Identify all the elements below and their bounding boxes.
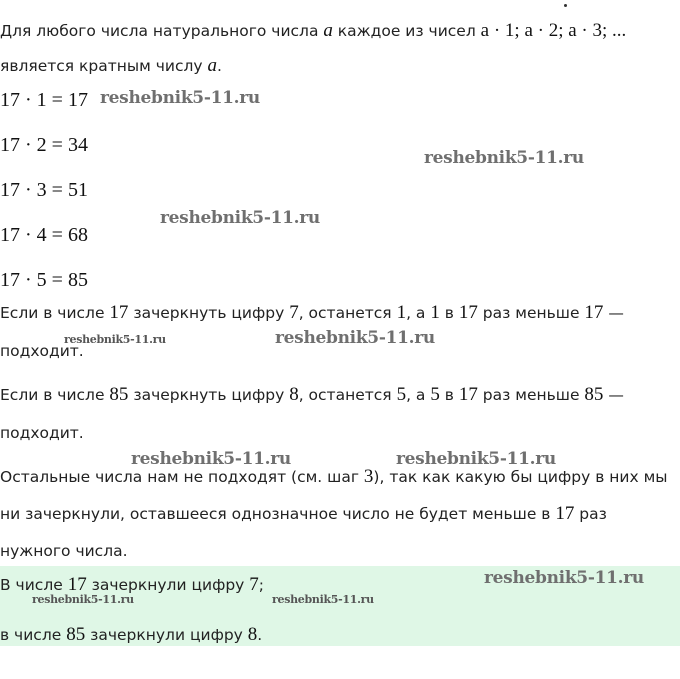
answer-num: 85 [66,624,86,645]
para1-line-1 [0,302,624,324]
answer-text: зачеркнули цифру [85,626,248,644]
para3-num: 17 [555,503,575,524]
answer-text: В числе [0,576,68,594]
answer-line-2 [0,624,262,646]
para1-text: раз меньше [477,304,585,322]
para2-num: 5 [430,384,440,405]
para2-num: 5 [396,384,407,405]
intro-period: . [217,57,222,75]
intro-line-1 [0,20,626,42]
equation-4: 17 · 4 = 68 [0,224,88,246]
para2-num: 17 [458,384,478,405]
answer-num: 8 [247,624,258,645]
para3-num: 3 [363,466,374,487]
para2-text: раз меньше [477,386,585,404]
stray-dot [564,4,567,7]
watermark: reshebnik5-11.ru [484,568,644,588]
equation-1: 17 · 1 = 17 [0,89,88,111]
watermark: reshebnik5-11.ru [396,449,556,469]
answer-num: 17 [67,574,87,595]
intro-text: Для любого числа натурального числа [0,22,324,40]
para2-line-1 [0,384,624,406]
para1-text: в [439,304,459,322]
products-list: a · 1; a · 2; a · 3; ... [480,20,627,41]
answer-text: . [257,626,263,644]
para1-num: 17 [458,302,478,323]
answer-text: в числе [0,626,67,644]
para2-num: 85 [109,384,129,405]
watermark: reshebnik5-11.ru [100,88,260,108]
watermark: reshebnik5-11.ru [32,593,134,606]
para3-text: ), так как какую бы цифру в них мы [373,468,668,486]
para1-text: — [603,304,624,322]
para2-text: , а [406,386,431,404]
para1-num: 17 [584,302,604,323]
intro-line-2 [0,55,222,77]
para1-text: , а [406,304,431,322]
para3-text: Остальные числа нам не подходят (см. шаг [0,468,364,486]
para3-text: ни зачеркнули, оставшееся однозначное число не будет меньше в [0,505,556,523]
answer-text: ; [258,576,265,594]
para1-text: зачеркнуть цифру [128,304,290,322]
answer-text: зачеркнули цифру [86,576,250,594]
para3-line-3: нужного числа. [0,542,128,560]
para1-text: , останется [298,304,397,322]
var-a-2: a [207,55,218,76]
para2-text: зачеркнуть цифру [128,386,290,404]
answer-num: 7 [249,574,259,595]
intro-text-2: каждое из чисел [332,22,481,40]
para3-line-2 [0,503,607,525]
para1-num: 1 [396,302,407,323]
para3-line-1 [0,466,668,488]
para1-num: 7 [289,302,299,323]
var-a: a [323,20,333,41]
para2-text: , останется [298,386,397,404]
equation-5: 17 · 5 = 85 [0,269,88,291]
equation-2: 17 · 2 = 34 [0,134,88,156]
para2-text: Если в числе [0,386,110,404]
para2-num: 8 [289,384,299,405]
para2-text: — [603,386,624,404]
para1-num: 17 [109,302,129,323]
equation-3: 17 · 3 = 51 [0,179,88,201]
para1-line-2: подходит. [0,342,84,360]
watermark: reshebnik5-11.ru [64,333,166,346]
watermark: reshebnik5-11.ru [160,208,320,228]
watermark: reshebnik5-11.ru [272,593,374,606]
watermark: reshebnik5-11.ru [424,148,584,168]
para2-num: 85 [584,384,604,405]
intro-line2-text: является кратным числу [0,57,208,75]
para1-num: 1 [430,302,440,323]
para3-text: раз [574,505,607,523]
watermark: reshebnik5-11.ru [131,449,291,469]
para1-text: Если в числе [0,304,110,322]
para2-line-2: подходит. [0,424,84,442]
para2-text: в [439,386,459,404]
watermark: reshebnik5-11.ru [275,328,435,348]
